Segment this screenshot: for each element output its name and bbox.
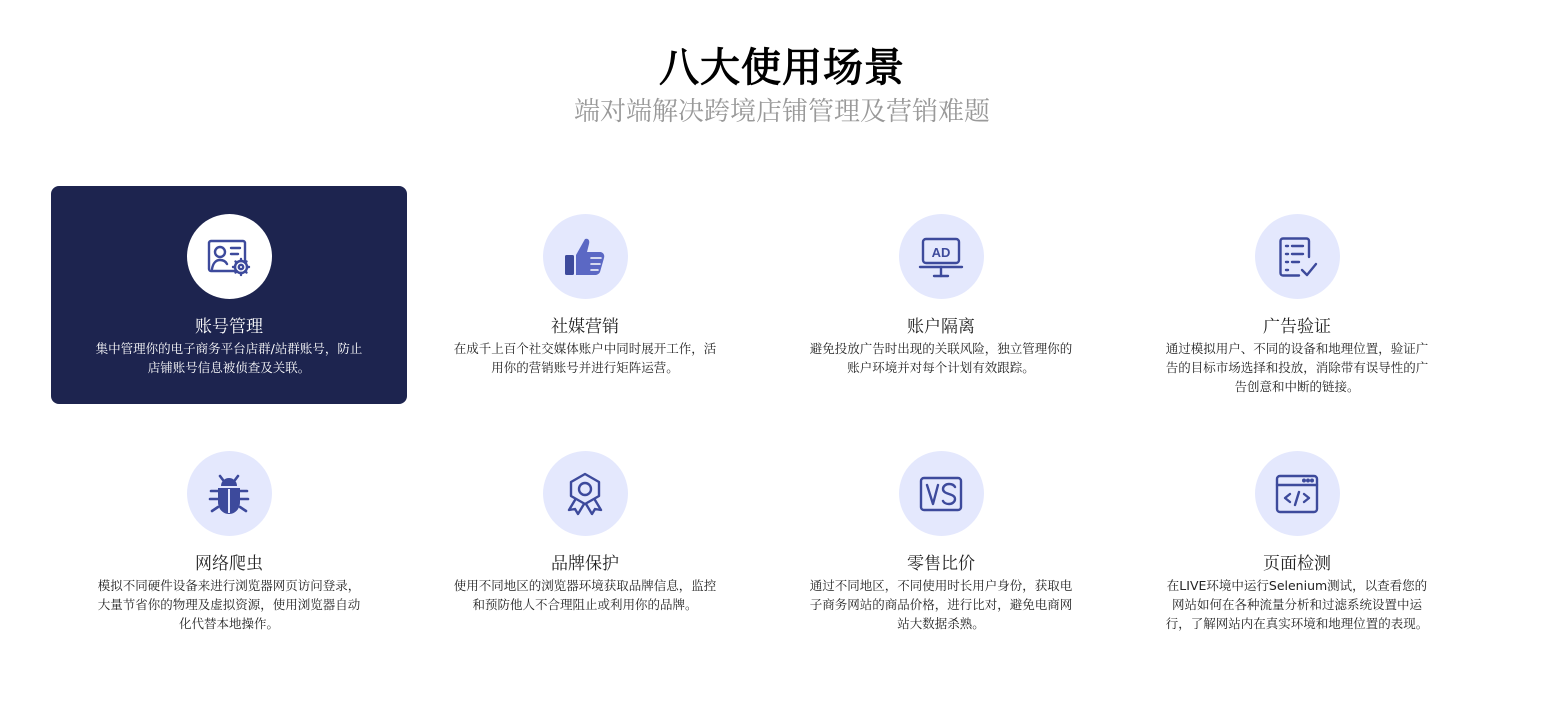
scenario-description: 避免投放广告时出现的关联风险，独立管理你的账户环境并对每个计划有效跟踪。 <box>809 341 1073 375</box>
checklist-icon <box>1273 233 1321 281</box>
section-header <box>0 40 1564 128</box>
scenario-card-brand-protection[interactable] <box>407 423 763 661</box>
scenario-title: 页面检测 <box>1263 554 1331 574</box>
scenario-description: 使用不同地区的浏览器环境获取品牌信息，监控和预防他人不合理阻止或利用你的品牌。 <box>453 578 717 612</box>
svg-text:AD: AD <box>931 244 951 260</box>
scenario-card-web-crawler[interactable] <box>51 423 407 661</box>
icon-circle <box>899 451 984 536</box>
scenario-title: 社媒营销 <box>551 317 619 337</box>
scenario-grid <box>51 186 1475 661</box>
scenario-title: 网络爬虫 <box>195 554 263 574</box>
award-badge-icon <box>561 470 609 518</box>
scenario-description: 通过模拟用户、不同的设备和地理位置，验证广告的目标市场选择和投放，消除带有误导性的广告创意和中断的链接。 <box>1165 341 1429 394</box>
scenario-title: 零售比价 <box>907 554 975 574</box>
scenario-title: 账户隔离 <box>907 317 975 337</box>
scenario-card-account-management[interactable] <box>51 186 407 404</box>
scenario-card-page-detection[interactable] <box>1119 423 1475 661</box>
section-subtitle: 端对端解决跨境店铺管理及营销难题 <box>573 97 990 127</box>
scenario-card-price-comparison[interactable] <box>763 423 1119 661</box>
icon-circle <box>543 214 628 299</box>
scenario-card-social-marketing[interactable] <box>407 186 763 404</box>
account-id-card-icon <box>205 233 253 281</box>
scenario-title: 账号管理 <box>195 317 263 337</box>
icon-circle <box>1255 451 1340 536</box>
scenario-description: 在LIVE环境中运行Selenium测试，以查看您的网站如何在各种流量分析和过滤系统设置中运行，了解网站内在真实环境和地理位置的表现。 <box>1165 578 1429 631</box>
icon-circle <box>1255 214 1340 299</box>
ad-board-icon <box>917 233 965 281</box>
section-title: 八大使用场景 <box>659 45 905 91</box>
scenario-description: 模拟不同硬件设备来进行浏览器网页访问登录，大量节省你的物理及虚拟资源，使用浏览器自动化代替本地操作。 <box>97 578 361 631</box>
scenario-card-ad-verification[interactable] <box>1119 186 1475 404</box>
scenario-title: 广告验证 <box>1263 317 1331 337</box>
icon-circle <box>899 214 984 299</box>
scenario-title: 品牌保护 <box>551 554 619 574</box>
scenario-description: 在成千上百个社交媒体账户中同时展开工作，活用你的营销账号并进行矩阵运营。 <box>453 341 717 375</box>
scenario-description: 集中管理你的电子商务平台店群/站群账号，防止店铺账号信息被侦查及关联。 <box>95 341 363 375</box>
bug-icon <box>205 470 253 518</box>
icon-circle <box>187 214 272 299</box>
code-window-icon <box>1273 470 1321 518</box>
vs-icon <box>917 470 965 518</box>
scenario-card-account-isolation[interactable] <box>763 186 1119 404</box>
icon-circle <box>543 451 628 536</box>
scenario-description: 通过不同地区，不同使用时长用户身份，获取电子商务网站的商品价格，进行比对，避免电商网站大数据杀熟。 <box>809 578 1073 631</box>
icon-circle <box>187 451 272 536</box>
thumbs-up-icon <box>561 233 609 281</box>
